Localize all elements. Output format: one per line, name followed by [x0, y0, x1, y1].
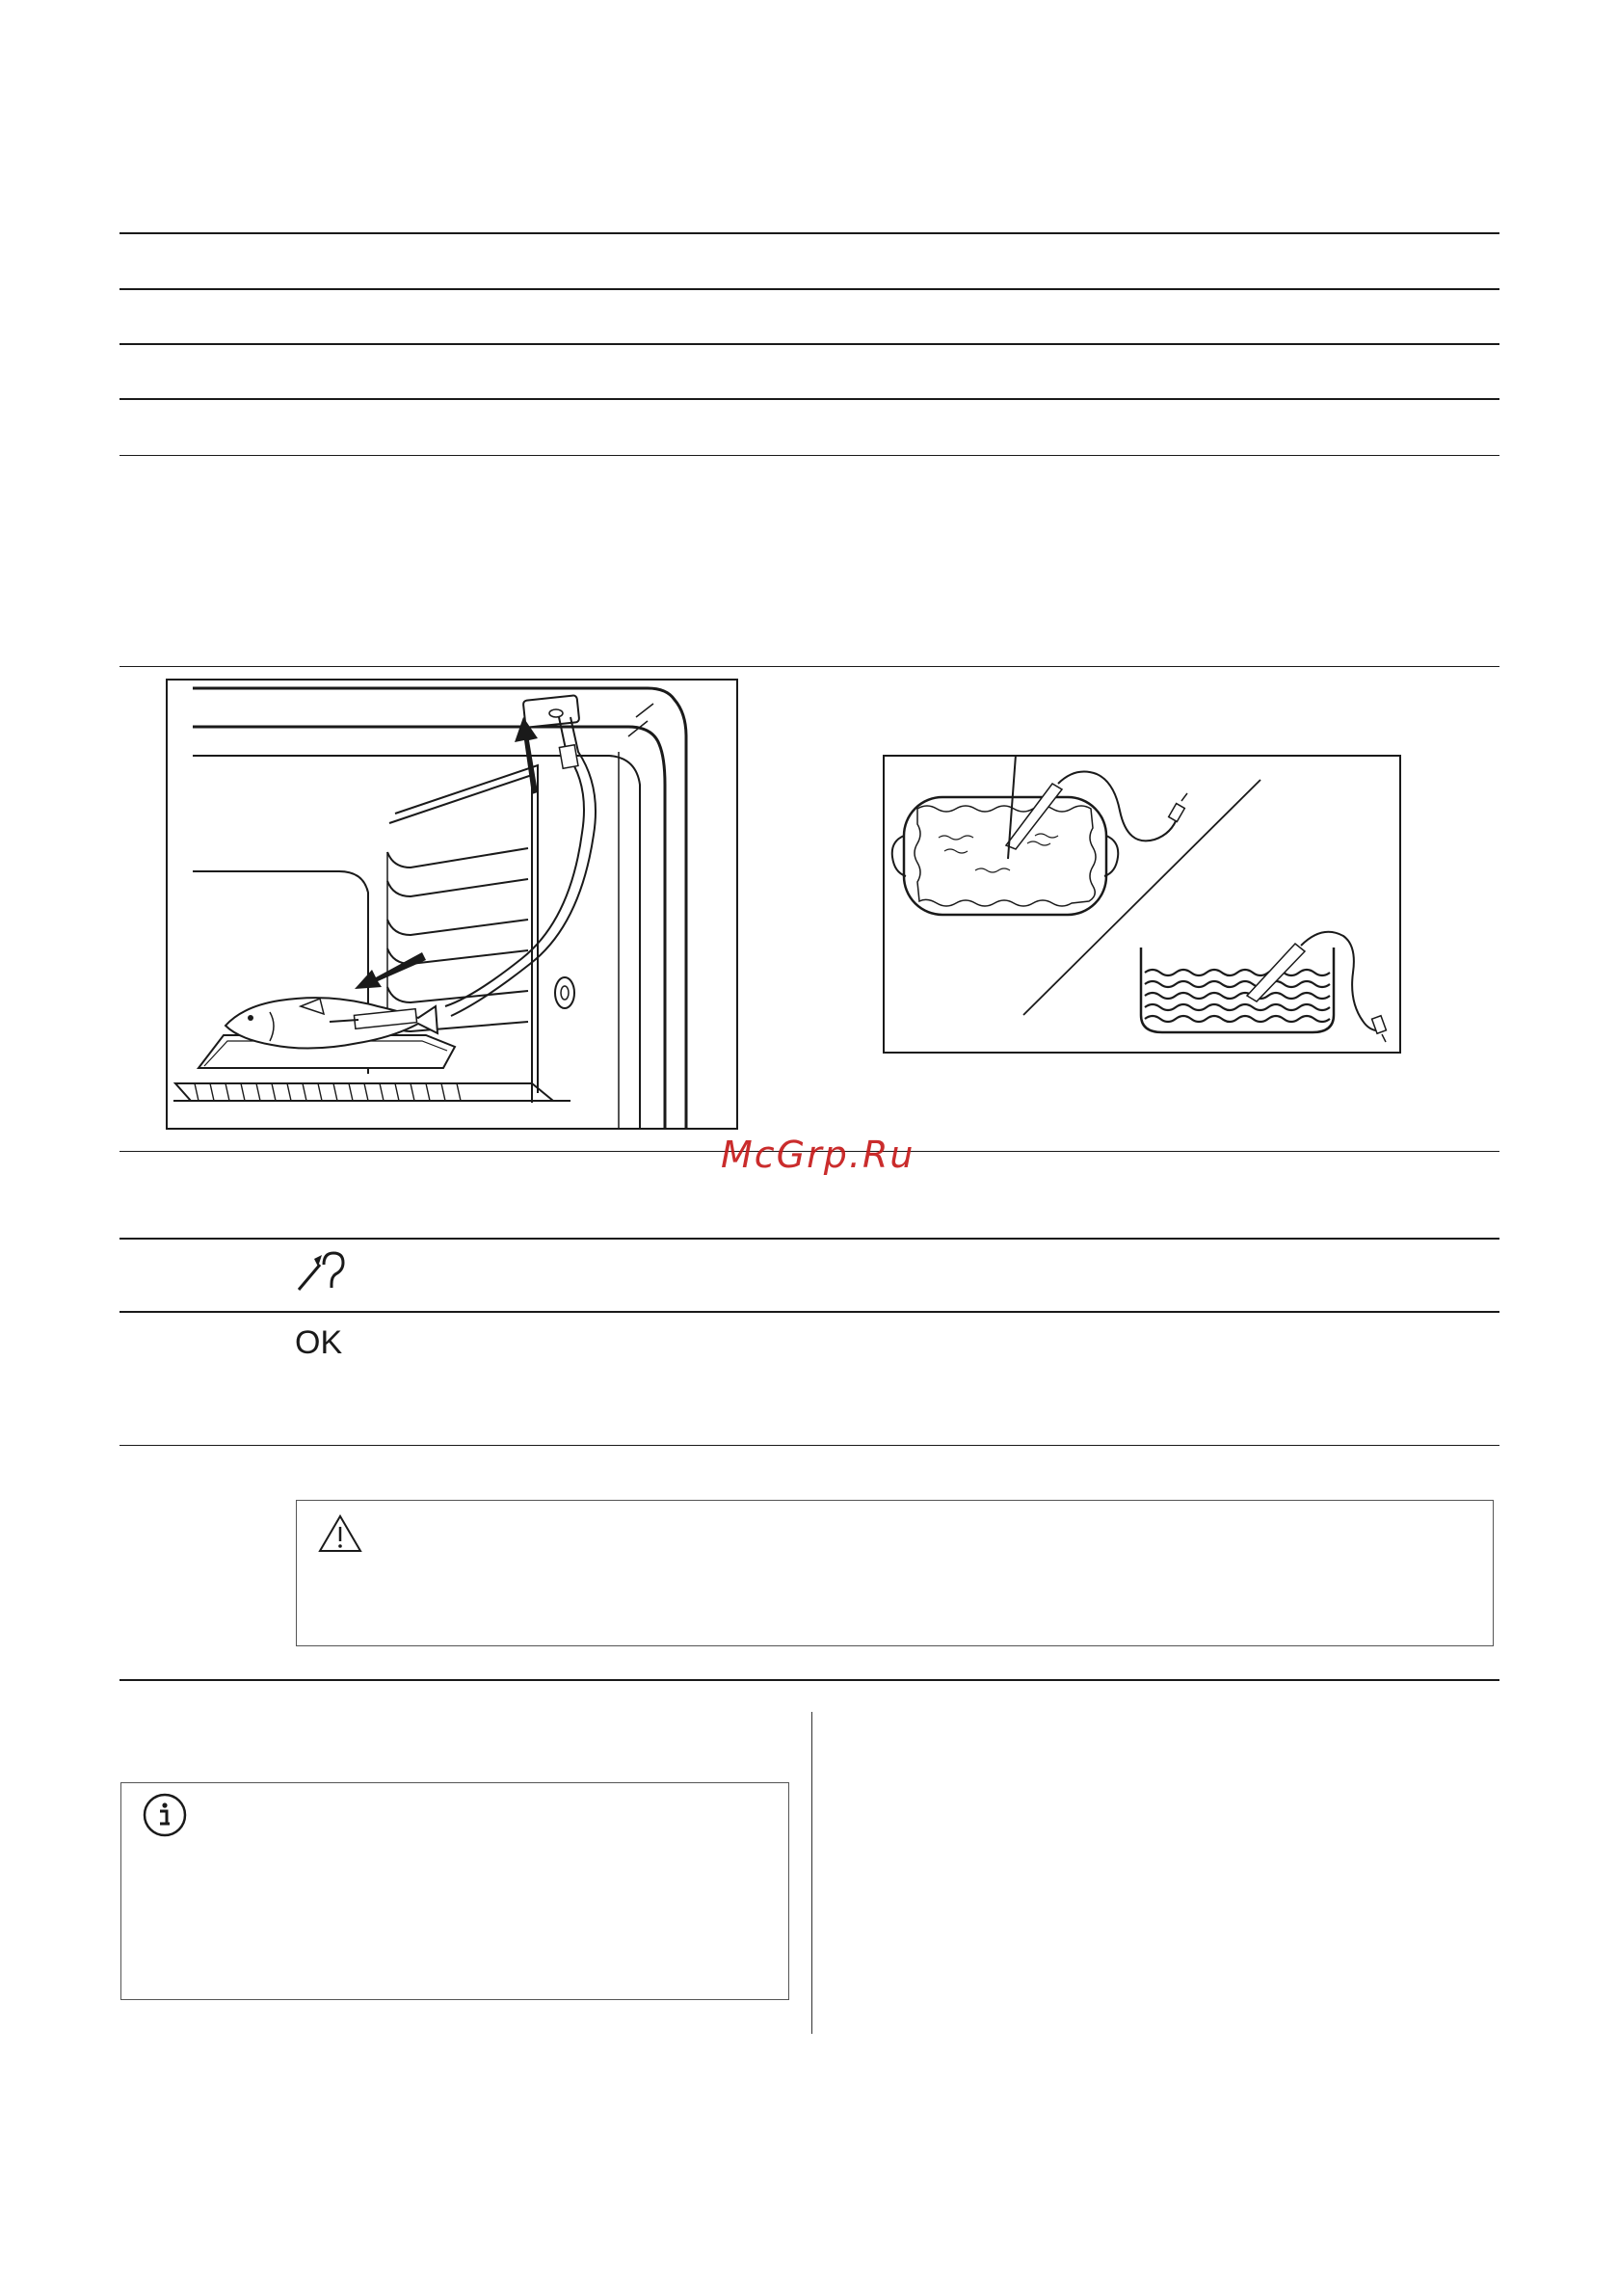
ok-label: OK — [295, 1324, 343, 1361]
warning-triangle-icon — [318, 1514, 362, 1558]
warning-box — [296, 1500, 1494, 1646]
rule-4 — [119, 398, 1499, 400]
rule-6 — [119, 666, 1499, 667]
rule-5 — [119, 455, 1499, 456]
info-circle-icon — [141, 1791, 189, 1844]
oven-probe-figure — [166, 679, 738, 1130]
rule-8 — [119, 1238, 1499, 1240]
rule-9 — [119, 1311, 1499, 1313]
column-divider — [811, 1712, 812, 2034]
info-box — [120, 1782, 789, 2000]
rule-11 — [119, 1679, 1499, 1681]
rule-10 — [119, 1445, 1499, 1446]
rule-1 — [119, 232, 1499, 234]
rule-3 — [119, 343, 1499, 345]
rule-2 — [119, 288, 1499, 290]
meat-probe-icon — [295, 1251, 349, 1298]
probe-dish-liquid-figure — [883, 755, 1401, 1054]
watermark: McGrp.Ru — [721, 1134, 915, 1176]
